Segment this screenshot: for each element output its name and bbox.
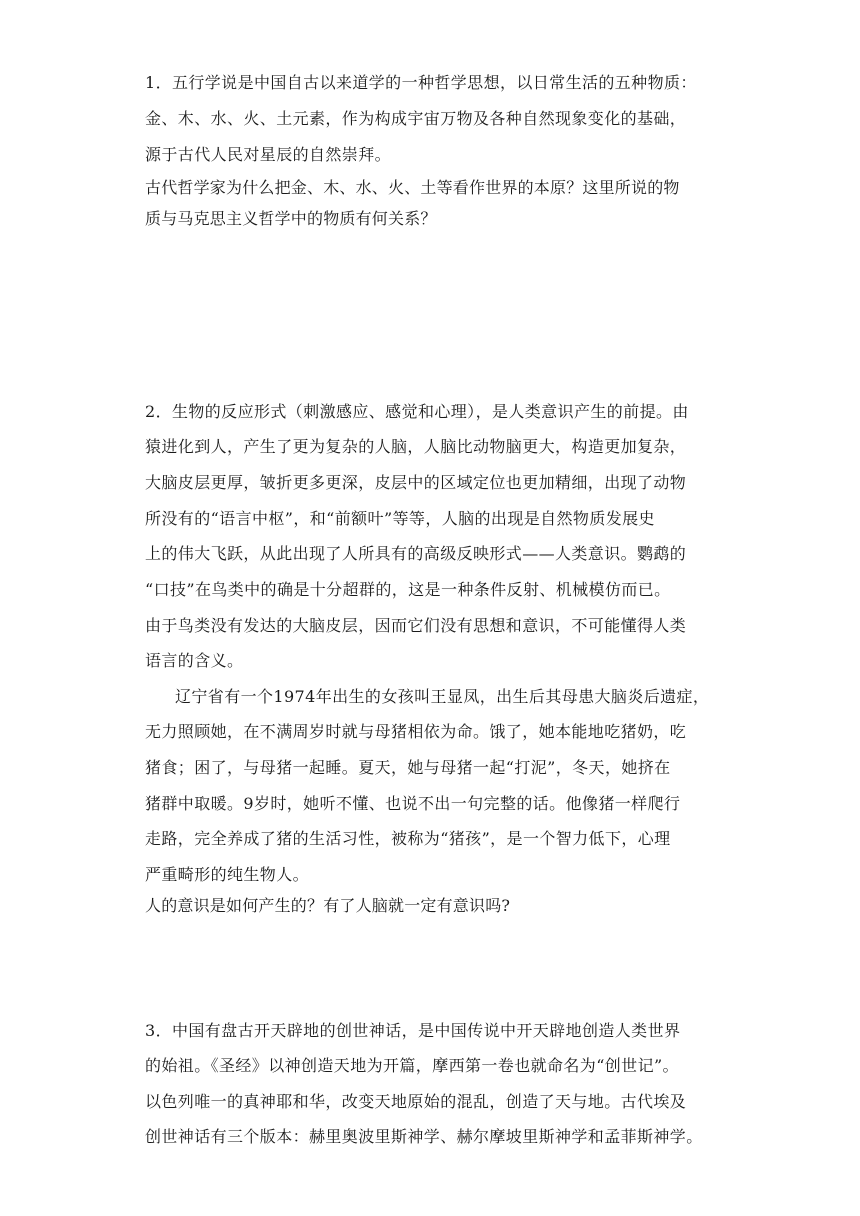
q2-p2-line-1: 辽宁省有一个1974年出生的女孩叫王显凤，出生后其母患大脑炎后遗症， — [175, 687, 710, 706]
q2-p2-line-2: 无力照顾她，在不满周岁时就与母猪相依为命。饿了，她本能地吃猪奶，吃 — [145, 722, 687, 741]
q1-line-3: 源于古代人民对星辰的自然崇拜。 — [145, 145, 392, 164]
q3-line-3: 以色列唯一的真神耶和华，改变天地原始的混乱，创造了天与地。古代埃及 — [145, 1092, 687, 1111]
q2-line-3: 大脑皮层更厚，皱折更多更深，皮层中的区域定位也更加精细，出现了动物 — [145, 473, 687, 492]
q2-line-4: 所没有的“语言中枢”，和“前额叶”等等，人脑的出现是自然物质发展史 — [145, 509, 655, 528]
q2-line-2: 猿进化到人，产生了更为复杂的人脑，人脑比动物脑更大，构造更加复杂， — [145, 437, 687, 456]
q2-p2-line-3: 猪食；困了，与母猪一起睡。夏天，她与母猪一起“打泥”，冬天，她挤在 — [145, 758, 671, 777]
q2-line-7: 由于鸟类没有发达的大脑皮层，因而它们没有思想和意识，不可能懂得人类 — [145, 616, 687, 635]
q2-p2-line-5: 走路，完全养成了猪的生活习性，被称为“猪孩”，是一个智力低下，心理 — [145, 829, 671, 848]
q2-p2-line-4: 猪群中取暖。9岁时，她听不懂、也说不出一句完整的话。他像猪一样爬行 — [145, 794, 681, 813]
q2-line-1: 2．生物的反应形式（刺激感应、感觉和心理），是人类意识产生的前提。由 — [145, 402, 689, 421]
q1-line-1: 1．五行学说是中国自古以来道学的一种哲学思想，以日常生活的五种物质： — [145, 73, 697, 92]
q2-question-line-1: 人的意识是如何产生的？有了人脑就一定有意识吗? — [145, 896, 511, 915]
q2-line-8: 语言的含义。 — [145, 651, 244, 670]
q2-p2-line-6: 严重畸形的纯生物人。 — [145, 865, 310, 884]
q3-line-2: 的始祖。《圣经》以神创造天地为开篇，摩西第一卷也就命名为“创世记”。 — [145, 1056, 679, 1075]
q2-line-6: “口技”在鸟类中的确是十分超群的，这是一种条件反射、机械模仿而已。 — [145, 580, 671, 599]
q1-question-line-1: 古代哲学家为什么把金、木、水、火、土等看作世界的本原？这里所说的物 — [145, 178, 680, 197]
q2-line-5: 上的伟大飞跃，从此出现了人所具有的高级反映形式——人类意识。鹦鹉的 — [145, 544, 687, 563]
q1-question-line-2: 质与马克思主义哲学中的物质有何关系？ — [145, 209, 437, 228]
q1-line-2: 金、木、水、火、土元素，作为构成宇宙万物及各种自然现象变化的基础， — [145, 109, 687, 128]
q3-line-4: 创世神话有三个版本：赫里奥波里斯神学、赫尔摩坡里斯神学和孟菲斯神学。 — [145, 1127, 703, 1146]
q3-line-1: 3．中国有盘古开天辟地的创世神话，是中国传说中开天辟地创造人类世界 — [145, 1021, 681, 1040]
